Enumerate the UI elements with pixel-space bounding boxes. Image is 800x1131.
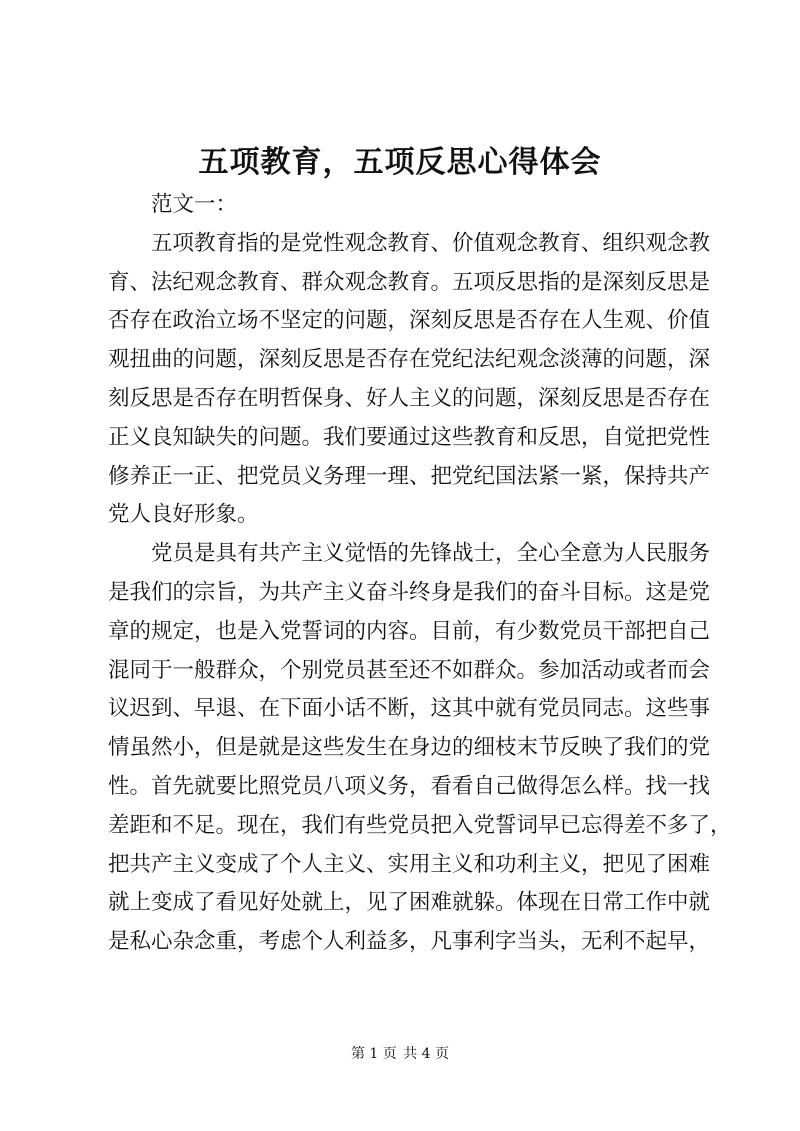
text-line: 党人良好形象。 [108,502,259,528]
page-total: 共 4 页 [403,1046,450,1062]
page-footer [0,1044,800,1064]
text-line: 育、法纪观念教育、群众观念教育。五项反思指的是深刻反思是 [108,269,711,295]
text-line: 修养正一正、把党员义务理一理、把党纪国法紧一紧，保持共产 [108,463,711,489]
text-line: 情虽然小，但是就是这些发生在身边的细枝末节反映了我们的党 [108,735,711,761]
text-line: 刻反思是否存在明哲保身、好人主义的问题，深刻反思是否存在 [108,385,711,411]
text-line: 是我们的宗旨，为共产主义奋斗终身是我们的奋斗目标。这是党 [108,579,711,605]
text-line: 就上变成了看见好处就上，见了困难就躲。体现在日常工作中就 [108,890,711,916]
text-line: 性。首先就要比照党员八项义务，看看自己做得怎么样。找一找 [108,773,711,799]
text-line: 否存在政治立场不坚定的问题，深刻反思是否存在人生观、价值 [108,308,711,334]
text-line: 观扭曲的问题，深刻反思是否存在党纪法纪观念淡薄的问题，深 [108,347,711,373]
text-line: 议迟到、早退、在下面小话不断，这其中就有党员同志。这些事 [108,696,711,722]
text-line: 正义良知缺失的问题。我们要通过这些教育和反思，自觉把党性 [108,424,711,450]
text-line: 把共产主义变成了个人主义、实用主义和功利主义，把见了困难 [108,851,711,877]
page-number: 第 1 页 [350,1046,397,1062]
document-title: 五项教育，五项反思心得体会 [198,145,602,180]
text-line: 范文一： [151,192,238,217]
document-body [108,186,732,962]
text-line: 差距和不足。现在，我们有些党员把入党誓词早已忘得差不多了， [108,812,732,838]
text-line: 混同于一般群众，个别党员甚至还不如群众。参加活动或者而会 [108,657,711,683]
text-line: 五项教育指的是党性观念教育、价值观念教育、组织观念教 [151,230,711,256]
text-line: 党员是具有共产主义觉悟的先锋战士，全心全意为人民服务 [151,541,711,567]
text-line: 是私心杂念重，考虑个人利益多，凡事利字当头，无利不起早， [108,929,711,955]
text-line: 章的规定，也是入党誓词的内容。目前，有少数党员干部把自己 [108,618,711,644]
